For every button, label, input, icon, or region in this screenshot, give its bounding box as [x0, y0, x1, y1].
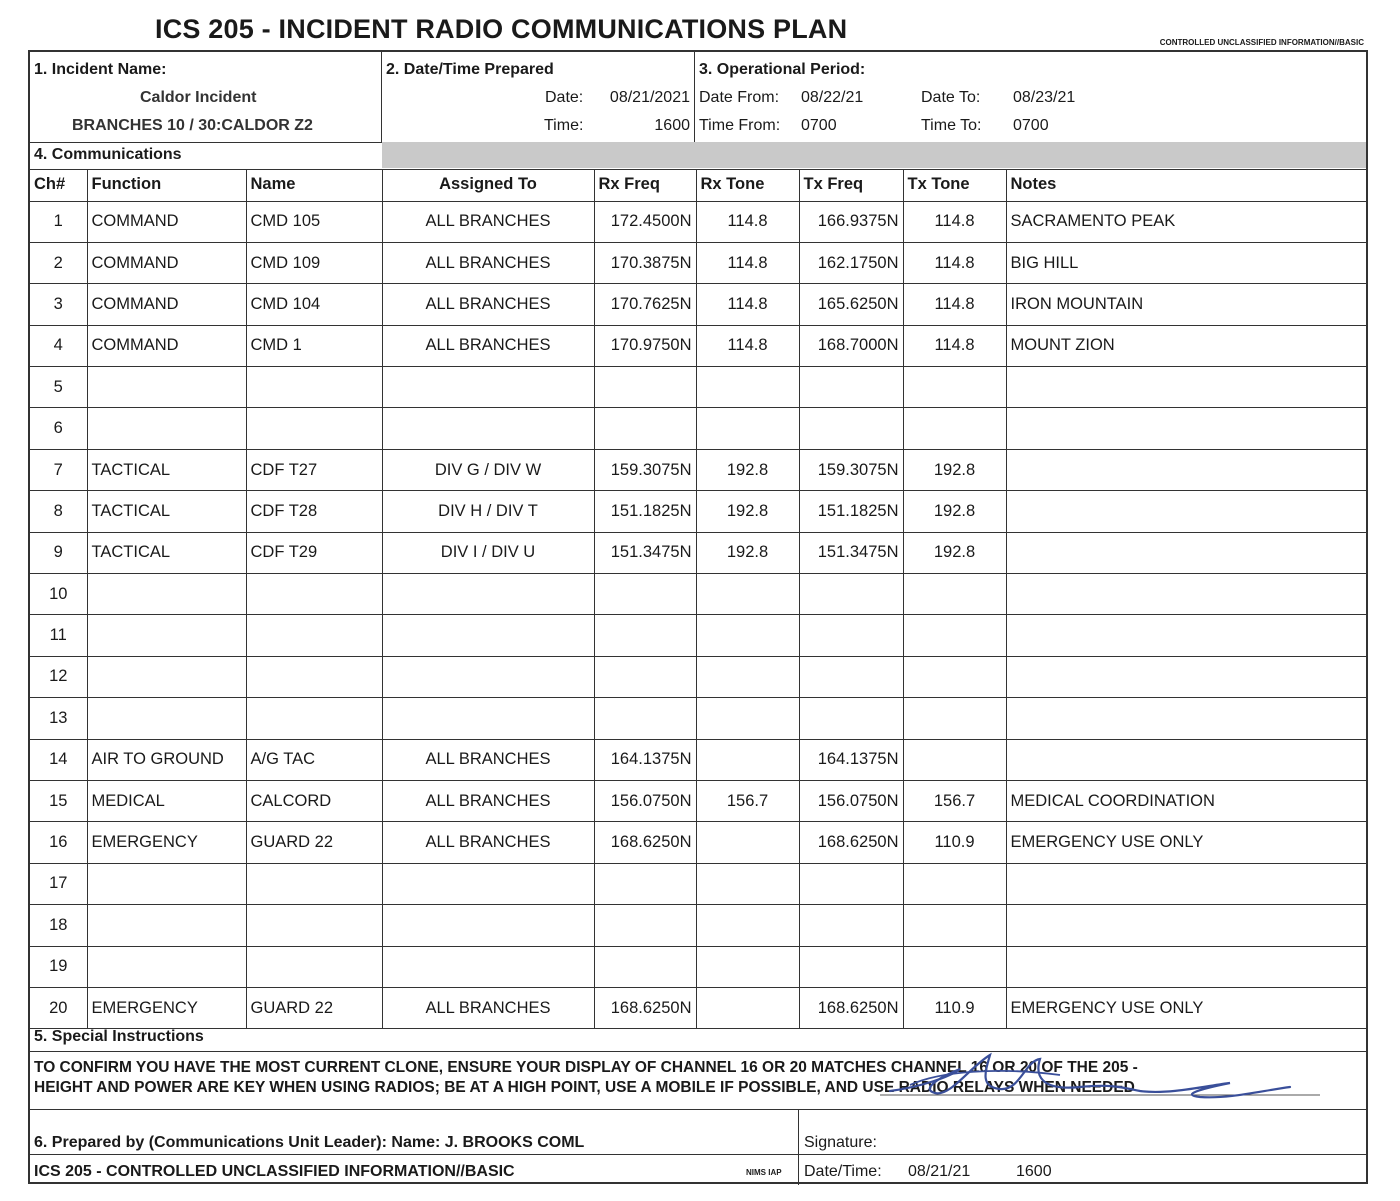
- channel-rows: [30, 201, 1366, 1029]
- date-prepared-block: [382, 52, 695, 142]
- cell-function: [87, 863, 246, 904]
- cell-rx-tone: [696, 905, 799, 946]
- col-header-assigned: Assigned To: [382, 169, 594, 201]
- cell-name: [246, 408, 382, 449]
- cell-notes: EMERGENCY USE ONLY: [1006, 822, 1366, 863]
- cell-tx-freq: [799, 615, 903, 656]
- cell-name: GUARD 22: [246, 987, 382, 1028]
- cell-function: TACTICAL: [87, 449, 246, 490]
- col-header-rx-tone: Rx Tone: [696, 169, 799, 201]
- table-row: [30, 242, 1366, 283]
- cell-assigned: ALL BRANCHES: [382, 201, 594, 242]
- cell-name: [246, 615, 382, 656]
- cell-rx-freq: [594, 905, 696, 946]
- table-row: [30, 574, 1366, 615]
- cell-rx-freq: 159.3075N: [594, 449, 696, 490]
- special-instructions-line-1: TO CONFIRM YOU HAVE THE MOST CURRENT CLONE, ENSURE YOUR DISPLAY OF CHANNEL 16 OR 20 MATCHES CHANNEL 16 OR 20 OF THE 205 -: [34, 1059, 1138, 1076]
- form-header: [30, 52, 1366, 143]
- cell-assigned: [382, 367, 594, 408]
- cell-tx-freq: 168.7000N: [799, 325, 903, 366]
- cell-ch: 7: [30, 449, 87, 490]
- cell-name: [246, 656, 382, 697]
- cell-tx-tone: [903, 698, 1006, 739]
- cell-tx-freq: [799, 656, 903, 697]
- cell-tx-tone: 192.8: [903, 449, 1006, 490]
- handwritten-signature: [850, 1047, 1330, 1117]
- cell-ch: 6: [30, 408, 87, 449]
- cell-ch: 15: [30, 780, 87, 821]
- cell-name: A/G TAC: [246, 739, 382, 780]
- prepared-date-label: Date:: [545, 89, 584, 106]
- col-header-name: Name: [246, 169, 382, 201]
- prepared-time-label: Time:: [544, 117, 584, 134]
- cell-name: CDF T28: [246, 491, 382, 532]
- cell-ch: 12: [30, 656, 87, 697]
- date-from-label: Date From:: [699, 89, 780, 106]
- cell-notes: EMERGENCY USE ONLY: [1006, 987, 1366, 1028]
- cell-function: [87, 408, 246, 449]
- cell-name: [246, 905, 382, 946]
- cell-rx-freq: 151.1825N: [594, 491, 696, 532]
- table-row: [30, 822, 1366, 863]
- divider: [30, 1154, 1366, 1155]
- footer-form-id: ICS 205 - CONTROLLED UNCLASSIFIED INFORMATION//BASIC: [34, 1163, 515, 1180]
- cell-ch: 18: [30, 905, 87, 946]
- cell-tx-tone: [903, 946, 1006, 987]
- table-row: [30, 739, 1366, 780]
- prepared-by-label: 6. Prepared by (Communications Unit Leader): Name: J. BROOKS COML: [34, 1134, 585, 1151]
- cell-tx-tone: [903, 367, 1006, 408]
- cell-assigned: ALL BRANCHES: [382, 987, 594, 1028]
- table-row: [30, 780, 1366, 821]
- cell-ch: 20: [30, 987, 87, 1028]
- cell-rx-tone: [696, 574, 799, 615]
- date-from-value: 08/22/21: [801, 89, 864, 106]
- cell-name: CALCORD: [246, 780, 382, 821]
- cell-rx-freq: 172.4500N: [594, 201, 696, 242]
- cell-tx-freq: 162.1750N: [799, 242, 903, 283]
- table-row: [30, 863, 1366, 904]
- cell-rx-tone: [696, 863, 799, 904]
- cell-notes: SACRAMENTO PEAK: [1006, 201, 1366, 242]
- cell-rx-tone: [696, 822, 799, 863]
- operational-period-label: 3. Operational Period:: [699, 61, 866, 78]
- cell-function: COMMAND: [87, 325, 246, 366]
- cell-ch: 16: [30, 822, 87, 863]
- cell-notes: BIG HILL: [1006, 242, 1366, 283]
- cell-tx-tone: [903, 739, 1006, 780]
- cell-rx-tone: [696, 408, 799, 449]
- cell-tx-freq: [799, 946, 903, 987]
- incident-subname-value: BRANCHES 10 / 30:CALDOR Z2: [72, 117, 313, 134]
- cell-notes: [1006, 905, 1366, 946]
- cell-name: [246, 698, 382, 739]
- cell-assigned: [382, 946, 594, 987]
- cell-name: CMD 104: [246, 284, 382, 325]
- cell-tx-tone: [903, 656, 1006, 697]
- cell-tx-tone: [903, 408, 1006, 449]
- table-row: [30, 408, 1366, 449]
- cell-ch: 5: [30, 367, 87, 408]
- col-header-rx-freq: Rx Freq: [594, 169, 696, 201]
- cell-notes: MOUNT ZION: [1006, 325, 1366, 366]
- channel-table: [30, 169, 1366, 1029]
- incident-name-block: [30, 52, 382, 142]
- cell-rx-tone: [696, 656, 799, 697]
- cell-tx-freq: 168.6250N: [799, 987, 903, 1028]
- cell-rx-tone: [696, 367, 799, 408]
- cell-name: CMD 1: [246, 325, 382, 366]
- cell-name: [246, 367, 382, 408]
- incident-name-value: Caldor Incident: [140, 89, 257, 106]
- cell-name: CMD 109: [246, 242, 382, 283]
- cell-rx-tone: [696, 615, 799, 656]
- cell-tx-tone: 192.8: [903, 532, 1006, 573]
- cell-assigned: DIV G / DIV W: [382, 449, 594, 490]
- cell-rx-tone: 156.7: [696, 780, 799, 821]
- ics205-form: [28, 50, 1368, 1184]
- table-row: [30, 946, 1366, 987]
- cell-tx-tone: 110.9: [903, 987, 1006, 1028]
- cell-tx-freq: 166.9375N: [799, 201, 903, 242]
- cell-rx-freq: 164.1375N: [594, 739, 696, 780]
- cell-assigned: ALL BRANCHES: [382, 739, 594, 780]
- cell-function: [87, 615, 246, 656]
- cell-function: TACTICAL: [87, 532, 246, 573]
- cell-tx-tone: 192.8: [903, 491, 1006, 532]
- cell-name: [246, 946, 382, 987]
- cell-ch: 14: [30, 739, 87, 780]
- cell-notes: IRON MOUNTAIN: [1006, 284, 1366, 325]
- date-to-value: 08/23/21: [1013, 89, 1076, 106]
- cell-function: [87, 574, 246, 615]
- cell-assigned: [382, 408, 594, 449]
- cell-notes: [1006, 946, 1366, 987]
- cell-name: [246, 863, 382, 904]
- cell-function: [87, 367, 246, 408]
- cell-tx-tone: [903, 863, 1006, 904]
- cell-notes: [1006, 739, 1366, 780]
- cell-notes: [1006, 367, 1366, 408]
- cell-function: EMERGENCY: [87, 987, 246, 1028]
- cell-rx-tone: 114.8: [696, 242, 799, 283]
- cell-ch: 1: [30, 201, 87, 242]
- cell-assigned: [382, 698, 594, 739]
- cell-rx-freq: [594, 863, 696, 904]
- cell-function: COMMAND: [87, 242, 246, 283]
- cell-rx-freq: [594, 367, 696, 408]
- signature-stroke: [890, 1055, 1290, 1097]
- cell-ch: 10: [30, 574, 87, 615]
- cell-notes: [1006, 532, 1366, 573]
- special-instructions-line-2: HEIGHT AND POWER ARE KEY WHEN USING RADIOS; BE AT A HIGH POINT, USE A MOBILE IF POSSIBLE, AND USE RADIO RELAYS WHEN NEEDED: [34, 1079, 1135, 1096]
- cell-ch: 8: [30, 491, 87, 532]
- cell-ch: 13: [30, 698, 87, 739]
- cell-rx-freq: [594, 574, 696, 615]
- col-header-notes: Notes: [1006, 169, 1366, 201]
- cell-function: MEDICAL: [87, 780, 246, 821]
- cell-tx-tone: [903, 574, 1006, 615]
- cell-tx-tone: 110.9: [903, 822, 1006, 863]
- cell-tx-tone: 156.7: [903, 780, 1006, 821]
- cell-notes: [1006, 574, 1366, 615]
- cell-rx-freq: 170.3875N: [594, 242, 696, 283]
- cell-notes: [1006, 863, 1366, 904]
- communications-section-header: [30, 142, 1366, 170]
- table-row: [30, 325, 1366, 366]
- cell-rx-freq: 168.6250N: [594, 822, 696, 863]
- cell-rx-tone: 114.8: [696, 284, 799, 325]
- cell-rx-tone: [696, 946, 799, 987]
- cell-rx-tone: 114.8: [696, 201, 799, 242]
- cell-assigned: ALL BRANCHES: [382, 242, 594, 283]
- time-from-label: Time From:: [699, 117, 781, 134]
- prepared-date-value: 08/21/2021: [609, 89, 690, 106]
- cell-tx-freq: 159.3075N: [799, 449, 903, 490]
- cell-name: GUARD 22: [246, 822, 382, 863]
- cell-rx-tone: [696, 698, 799, 739]
- cell-rx-freq: [594, 946, 696, 987]
- table-row: [30, 615, 1366, 656]
- cell-assigned: [382, 905, 594, 946]
- col-header-tx-tone: Tx Tone: [903, 169, 1006, 201]
- special-instructions-label: 5. Special Instructions: [34, 1028, 204, 1045]
- table-row: [30, 905, 1366, 946]
- cell-tx-tone: [903, 615, 1006, 656]
- cell-tx-tone: 114.8: [903, 242, 1006, 283]
- divider: [798, 1110, 799, 1185]
- cell-name: CMD 105: [246, 201, 382, 242]
- signature-label: Signature:: [804, 1134, 877, 1151]
- cell-name: [246, 574, 382, 615]
- cell-assigned: DIV I / DIV U: [382, 532, 594, 573]
- cell-tx-tone: 114.8: [903, 325, 1006, 366]
- cell-notes: [1006, 656, 1366, 697]
- cell-tx-freq: [799, 574, 903, 615]
- cell-name: CDF T27: [246, 449, 382, 490]
- cell-ch: 17: [30, 863, 87, 904]
- cell-function: [87, 905, 246, 946]
- cell-ch: 3: [30, 284, 87, 325]
- cell-rx-tone: 192.8: [696, 491, 799, 532]
- date-to-label: Date To:: [921, 89, 981, 106]
- cell-tx-freq: 168.6250N: [799, 822, 903, 863]
- incident-name-label: 1. Incident Name:: [34, 61, 167, 78]
- table-row: [30, 491, 1366, 532]
- cell-rx-freq: [594, 698, 696, 739]
- cell-assigned: ALL BRANCHES: [382, 780, 594, 821]
- cell-tx-tone: 114.8: [903, 201, 1006, 242]
- signed-date-value: 08/21/21: [908, 1163, 971, 1180]
- cell-tx-freq: [799, 408, 903, 449]
- cell-tx-freq: 151.1825N: [799, 491, 903, 532]
- classification-banner: CONTROLLED UNCLASSIFIED INFORMATION//BASIC: [1159, 38, 1364, 47]
- shaded-band: [382, 142, 1366, 168]
- cell-rx-freq: 151.3475N: [594, 532, 696, 573]
- table-row: [30, 367, 1366, 408]
- cell-function: [87, 698, 246, 739]
- cell-assigned: [382, 615, 594, 656]
- cell-name: CDF T29: [246, 532, 382, 573]
- cell-assigned: ALL BRANCHES: [382, 284, 594, 325]
- cell-tx-freq: [799, 367, 903, 408]
- cell-function: TACTICAL: [87, 491, 246, 532]
- datetime-label: Date/Time:: [804, 1163, 882, 1180]
- table-row: [30, 698, 1366, 739]
- cell-rx-freq: 156.0750N: [594, 780, 696, 821]
- cell-tx-tone: 114.8: [903, 284, 1006, 325]
- table-row: [30, 201, 1366, 242]
- table-row: [30, 284, 1366, 325]
- col-header-function: Function: [87, 169, 246, 201]
- cell-rx-tone: [696, 739, 799, 780]
- cell-notes: [1006, 491, 1366, 532]
- cell-tx-freq: 165.6250N: [799, 284, 903, 325]
- cell-tx-freq: [799, 863, 903, 904]
- cell-function: [87, 656, 246, 697]
- cell-notes: [1006, 449, 1366, 490]
- table-row: [30, 532, 1366, 573]
- form-title: ICS 205 - INCIDENT RADIO COMMUNICATIONS PLAN: [155, 14, 848, 44]
- cell-tx-freq: [799, 905, 903, 946]
- table-row: [30, 656, 1366, 697]
- cell-tx-freq: 164.1375N: [799, 739, 903, 780]
- col-header-tx-freq: Tx Freq: [799, 169, 903, 201]
- cell-assigned: DIV H / DIV T: [382, 491, 594, 532]
- cell-rx-freq: 168.6250N: [594, 987, 696, 1028]
- cell-rx-tone: 114.8: [696, 325, 799, 366]
- cell-notes: [1006, 698, 1366, 739]
- cell-rx-freq: 170.9750N: [594, 325, 696, 366]
- cell-rx-tone: 192.8: [696, 532, 799, 573]
- cell-tx-freq: 151.3475N: [799, 532, 903, 573]
- cell-rx-freq: [594, 615, 696, 656]
- cell-function: EMERGENCY: [87, 822, 246, 863]
- cell-ch: 4: [30, 325, 87, 366]
- nims-iap-label: NIMS IAP: [746, 1168, 782, 1177]
- cell-assigned: ALL BRANCHES: [382, 325, 594, 366]
- cell-tx-tone: [903, 905, 1006, 946]
- time-to-value: 0700: [1013, 117, 1049, 134]
- cell-assigned: [382, 574, 594, 615]
- time-to-label: Time To:: [921, 117, 982, 134]
- cell-tx-freq: 156.0750N: [799, 780, 903, 821]
- date-prepared-label: 2. Date/Time Prepared: [386, 61, 554, 78]
- cell-ch: 2: [30, 242, 87, 283]
- prepared-by-block: [30, 1109, 1366, 1185]
- cell-tx-freq: [799, 698, 903, 739]
- cell-function: COMMAND: [87, 284, 246, 325]
- cell-rx-tone: 192.8: [696, 449, 799, 490]
- cell-function: AIR TO GROUND: [87, 739, 246, 780]
- table-header-row: [30, 169, 1366, 201]
- cell-rx-freq: [594, 656, 696, 697]
- table-row: [30, 449, 1366, 490]
- prepared-time-value: 1600: [654, 117, 690, 134]
- communications-label: 4. Communications: [34, 146, 182, 163]
- cell-assigned: ALL BRANCHES: [382, 822, 594, 863]
- cell-notes: [1006, 615, 1366, 656]
- cell-rx-freq: 170.7625N: [594, 284, 696, 325]
- col-header-ch: Ch#: [30, 169, 87, 201]
- signed-time-value: 1600: [1016, 1163, 1052, 1180]
- cell-ch: 9: [30, 532, 87, 573]
- cell-function: COMMAND: [87, 201, 246, 242]
- cell-function: [87, 946, 246, 987]
- cell-rx-freq: [594, 408, 696, 449]
- cell-assigned: [382, 863, 594, 904]
- time-from-value: 0700: [801, 117, 837, 134]
- cell-notes: [1006, 408, 1366, 449]
- cell-notes: MEDICAL COORDINATION: [1006, 780, 1366, 821]
- cell-assigned: [382, 656, 594, 697]
- cell-ch: 19: [30, 946, 87, 987]
- operational-period-block: [695, 52, 1366, 142]
- cell-ch: 11: [30, 615, 87, 656]
